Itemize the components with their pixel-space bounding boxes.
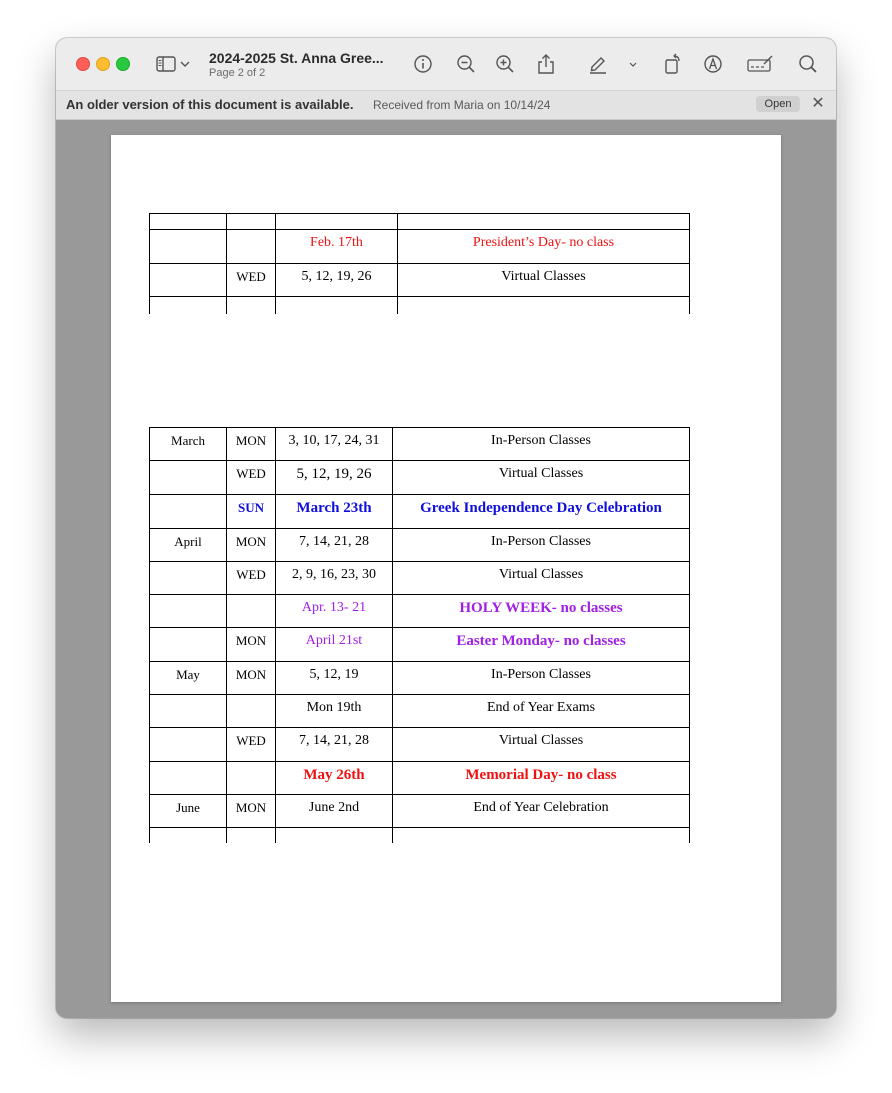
banner-detail: Received from Maria on 10/14/24 [373, 98, 551, 112]
open-older-version-button[interactable]: Open [756, 96, 800, 112]
event-cell: Virtual Classes [393, 461, 690, 495]
event-cell: Greek Independence Day Celebration [393, 495, 690, 529]
month-cell [150, 230, 227, 264]
day-cell [227, 762, 276, 795]
month-cell [150, 728, 227, 762]
document-page [111, 135, 781, 1002]
day-cell [227, 828, 276, 843]
rotate-icon[interactable] [661, 52, 685, 76]
dates-cell: May 26th [276, 762, 393, 795]
minimize-window-button[interactable] [96, 57, 110, 71]
event-cell: Easter Monday- no classes [393, 628, 690, 662]
dates-cell: 2, 9, 16, 23, 30 [276, 562, 393, 595]
chevron-down-icon[interactable] [626, 52, 640, 76]
toolbar [56, 38, 836, 91]
table-row [150, 461, 690, 495]
dates-cell: June 2nd [276, 795, 393, 828]
document-viewport[interactable] [56, 120, 836, 1018]
table-row [150, 695, 690, 728]
month-cell [150, 495, 227, 529]
day-cell: WED [227, 264, 276, 297]
signature-icon[interactable] [746, 52, 774, 76]
month-cell: May [150, 662, 227, 695]
table-row [150, 529, 690, 562]
dates-cell: 3, 10, 17, 24, 31 [276, 428, 393, 461]
table-row [150, 795, 690, 828]
day-cell: WED [227, 728, 276, 762]
day-cell: WED [227, 562, 276, 595]
event-cell: President’s Day- no class [398, 230, 690, 264]
month-cell [150, 214, 227, 230]
dates-cell [276, 828, 393, 843]
schedule-table-feb [149, 213, 690, 314]
close-window-button[interactable] [76, 57, 90, 71]
day-cell: SUN [227, 495, 276, 529]
older-version-banner [56, 91, 836, 120]
month-cell [150, 595, 227, 628]
day-cell: MON [227, 662, 276, 695]
dates-cell: 5, 12, 19, 26 [276, 264, 398, 297]
table-row [150, 728, 690, 762]
dates-cell: Feb. 17th [276, 230, 398, 264]
day-cell: MON [227, 428, 276, 461]
zoom-out-icon[interactable] [454, 52, 478, 76]
close-icon[interactable]: ✕ [811, 95, 825, 112]
dates-cell: 5, 12, 19, 26 [276, 461, 393, 495]
preview-window [56, 38, 836, 1018]
month-cell: March [150, 428, 227, 461]
sidebar-icon[interactable] [154, 52, 178, 76]
table-row [150, 562, 690, 595]
event-cell: Virtual Classes [393, 562, 690, 595]
table-row [150, 828, 690, 843]
table-row [150, 264, 690, 297]
dates-cell: April 21st [276, 628, 393, 662]
day-cell [227, 214, 276, 230]
month-cell: April [150, 529, 227, 562]
table-row [150, 595, 690, 628]
table-row [150, 762, 690, 795]
highlight-pen-icon[interactable] [586, 52, 610, 76]
table-row [150, 428, 690, 461]
event-cell [398, 214, 690, 230]
day-cell: MON [227, 795, 276, 828]
share-icon[interactable] [534, 52, 558, 76]
table-row [150, 230, 690, 264]
month-cell [150, 562, 227, 595]
event-cell: In-Person Classes [393, 662, 690, 695]
event-cell: In-Person Classes [393, 529, 690, 562]
dates-cell: Apr. 13- 21 [276, 595, 393, 628]
event-cell: End of Year Exams [393, 695, 690, 728]
event-cell: HOLY WEEK- no classes [393, 595, 690, 628]
month-cell [150, 297, 227, 314]
document-title: 2024-2025 St. Anna Gree... [209, 50, 384, 66]
event-cell: End of Year Celebration [393, 795, 690, 828]
month-cell [150, 461, 227, 495]
table-row [150, 628, 690, 662]
event-cell: Virtual Classes [393, 728, 690, 762]
page-indicator: Page 2 of 2 [209, 67, 266, 79]
table-row [150, 297, 690, 314]
table-row [150, 662, 690, 695]
month-cell [150, 264, 227, 297]
event-cell [398, 297, 690, 314]
day-cell [227, 595, 276, 628]
dates-cell [276, 214, 398, 230]
day-cell: MON [227, 529, 276, 562]
zoom-window-button[interactable] [116, 57, 130, 71]
day-cell: WED [227, 461, 276, 495]
banner-message: An older version of this document is available. [66, 97, 354, 112]
markup-icon[interactable] [701, 52, 725, 76]
event-cell: In-Person Classes [393, 428, 690, 461]
day-cell [227, 230, 276, 264]
dates-cell [276, 297, 398, 314]
zoom-in-icon[interactable] [493, 52, 517, 76]
dates-cell: 7, 14, 21, 28 [276, 728, 393, 762]
dates-cell: Mon 19th [276, 695, 393, 728]
info-icon[interactable] [411, 52, 435, 76]
day-cell [227, 297, 276, 314]
day-cell [227, 695, 276, 728]
day-cell: MON [227, 628, 276, 662]
table-row [150, 495, 690, 529]
chevron-down-icon[interactable] [178, 52, 192, 76]
month-cell [150, 762, 227, 795]
month-cell: June [150, 795, 227, 828]
search-icon[interactable] [796, 52, 820, 76]
dates-cell: 5, 12, 19 [276, 662, 393, 695]
event-cell [393, 828, 690, 843]
dates-cell: 7, 14, 21, 28 [276, 529, 393, 562]
schedule-table-spring [149, 427, 690, 843]
event-cell: Virtual Classes [398, 264, 690, 297]
month-cell [150, 695, 227, 728]
month-cell [150, 828, 227, 843]
table-row [150, 214, 690, 230]
month-cell [150, 628, 227, 662]
event-cell: Memorial Day- no class [393, 762, 690, 795]
dates-cell: March 23th [276, 495, 393, 529]
